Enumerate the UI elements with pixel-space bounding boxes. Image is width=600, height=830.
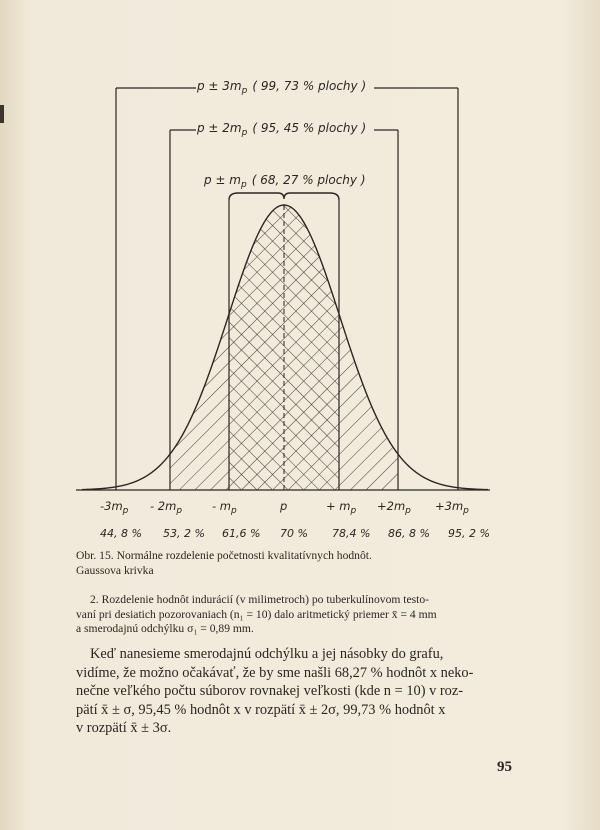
body-line-3: nečne veľkého počtu súborov rovnakej veľkosti (kde n = 10) v roz- [76,683,464,700]
body-line-5: v rozpätí x̄ ± 3σ. [76,720,172,737]
axis-label-plus-3m: $+3m_p$ [435,499,469,516]
percent-3: 70 % [280,527,308,540]
caption-line-2: Gaussova krivka [76,564,154,577]
percent-2: 61,6 % [222,527,261,540]
axis-label-mean: p [280,499,288,513]
percent-1: 53, 2 % [163,527,205,540]
percent-4: 78,4 % [332,527,371,540]
axis-label-plus-m: + $m_p$ [326,499,357,516]
figure-caption [76,548,546,578]
axis-label-minus-2m: - $2m_p$ [150,499,183,516]
percentage-row [100,527,490,540]
page-number: 95 [497,759,512,775]
body-paragraph [76,645,548,738]
exercise-note [76,593,546,637]
axis-label-minus-3m: $-3m_p$ [100,499,129,516]
body-line-1: Keď nanesieme smerodajnú odchýlku a jej násobky do grafu, [90,646,444,662]
caption-line-1: Obr. 15. Normálne rozdelenie početnosti kvalitatívnych hodnôt. [76,549,372,562]
note-line-1: 2. Rozdelenie hodnôt indurácií (v milimetroch) po tuberkulínovom testo- [90,593,430,606]
axis-label-plus-2m: $+2m_p$ [377,499,411,516]
bracket-1m-label: $p \pm m_p$ ( 68, 27 % plochy ) [204,173,366,190]
percent-6: 95, 2 % [448,527,490,540]
bracket-3m-label: $p \pm 3m_p$ ( 99, 73 % plochy ) [197,79,367,96]
bracket-2m-label: $p \pm 2m_p$ ( 95, 45 % plochy ) [197,121,367,138]
axis-label-minus-m: - $m_p$ [212,499,237,516]
bracket-1m [229,193,339,200]
body-line-4: pätí x̄ ± σ, 95,45 % hodnôt x v rozpätí x̄ ± 2σ, 99,73 % hodnôt x [76,701,446,718]
body-line-2: vidíme, že možno očakávať, že by sme našli 68,27 % hodnôt x neko- [76,664,474,681]
note-line-2: vaní pri desiatich pozorovaniach (n₁ = 10) dalo aritmetický priemer x̄ = 4 mm [76,607,437,621]
note-line-3: a smerodajnú odchýlku σ₁ = 0,89 mm. [76,622,254,636]
percent-0: 44, 8 % [100,527,142,540]
axis-labels [100,499,469,516]
percent-5: 86, 8 % [388,527,430,540]
